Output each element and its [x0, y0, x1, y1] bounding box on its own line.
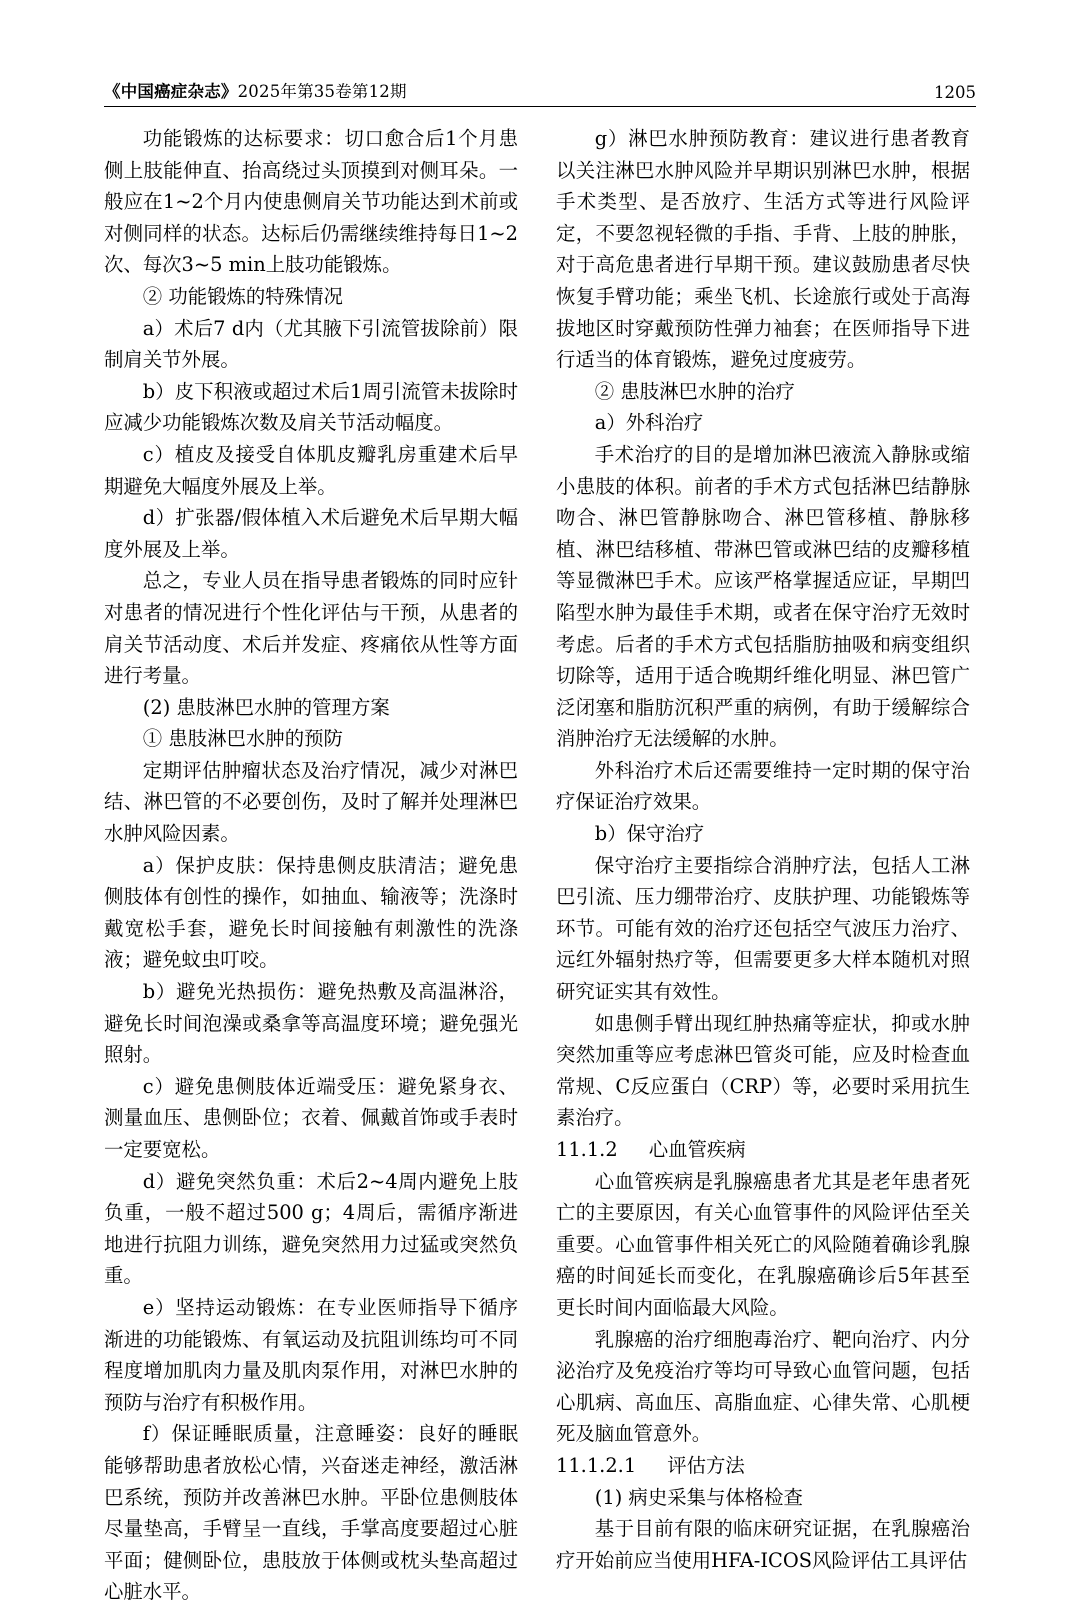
section-title: 心血管疾病 — [648, 1138, 746, 1161]
paragraph: b）皮下积液或超过术后1周引流管未拔除时应减少功能锻炼次数及肩关节活动幅度。 — [104, 379, 518, 435]
paragraph: g）淋巴水肿预防教育：建议进行患者教育以关注淋巴水肿风险并早期识别淋巴水肿，根据手术类型、是否放疗、生活方式等进行风险评定，不要忽视轻微的手指、手背、上肢的肿胀，对于高危患者进行早期干预。建议鼓励患者尽快恢复手臂功能；乘坐飞机、长途旅行或处于高海拔地区时穿戴预防性弹力袖套；在医师指导下进行适当的体育锻炼，避免过度疲劳。 — [556, 127, 970, 372]
paragraph: e）坚持运动锻炼：在专业医师指导下循序渐进的功能锻炼、有氧运动及抗阻训练均可不同程度增加肌肉力量及肌肉泵作用，对淋巴水肿的预防与治疗有积极作用。 — [104, 1295, 518, 1414]
paragraph: ① 患肢淋巴水肿的预防 — [142, 727, 343, 751]
paragraph: 基于目前有限的临床研究证据，在乳腺癌治疗开始前应当使用HFA-ICOS风险评估工具评估 — [556, 1517, 970, 1572]
paragraph: ② 患肢淋巴水肿的治疗 — [594, 379, 795, 403]
paragraph: ② 功能锻炼的特殊情况 — [142, 284, 343, 308]
paragraph: a）保护皮肤：保持患侧皮肤清洁；避免患侧肢体有创性的操作，如抽血、输液等；洗涤时戴宽松手套，避免长时间接触有刺激性的洗涤液；避免蚊虫叮咬。 — [104, 853, 518, 972]
paragraph: c）植皮及接受自体肌皮瓣乳房重建术后早期避免大幅度外展及上举。 — [104, 442, 518, 498]
right-column — [556, 123, 970, 1576]
section-heading — [556, 1134, 970, 1166]
left-column — [104, 123, 518, 1608]
paragraph: d）避免突然负重：术后2~4周内避免上肢负重，一般不超过500 g；4周后，需循序渐进地进行抗阻力训练，避免突然用力过猛或突然负重。 — [104, 1169, 518, 1288]
section-number: 11.1.2.1 — [556, 1453, 637, 1477]
paragraph: d）扩张器/假体植入术后避免术后早期大幅度外展及上举。 — [104, 506, 518, 561]
paragraph: c）避免患侧肢体近端受压：避免紧身衣、测量血压、患侧卧位；衣着、佩戴首饰或手表时一定要宽松。 — [104, 1074, 518, 1161]
paragraph: 乳腺癌的治疗细胞毒治疗、靶向治疗、内分泌治疗及免疫治疗等均可导致心血管问题，包括心肌病、高血压、高脂血症、心律失常、心肌梗死及脑血管意外。 — [556, 1327, 970, 1446]
paragraph: b）保守治疗 — [594, 822, 705, 846]
issue-info: 2025年第35卷第12期 — [237, 82, 407, 101]
paragraph: 心血管疾病是乳腺癌患者尤其是老年患者死亡的主要原因，有关心血管事件的风险评估至关重要。心血管事件相关死亡的风险随着确诊乳腺癌的时间延长而变化，在乳腺癌确诊后5年甚至更长时间内面临最大风险。 — [556, 1169, 970, 1319]
paragraph: 手术治疗的目的是增加淋巴液流入静脉或缩小患肢的体积。前者的手术方式包括淋巴结静脉吻合、淋巴管静脉吻合、淋巴管移植、静脉移植、淋巴结移植、带淋巴管或淋巴结的皮瓣移植等显微淋巴手术。应该严格掌握适应证，早期凹陷型水肿为最佳手术期，或者在保守治疗无效时考虑。后者的手术方式包括脂肪抽吸和病变组织切除等，适用于适合晚期纤维化明显、淋巴管广泛闭塞和脂肪沉积严重的病例，有助于缓解综合消肿治疗无法缓解的水肿。 — [556, 442, 970, 751]
paragraph: 总之，专业人员在指导患者锻炼的同时应针对患者的情况进行个性化评估与干预，从患者的肩关节活动度、术后并发症、疼痛依从性等方面进行考量。 — [104, 569, 518, 688]
paragraph: 定期评估肿瘤状态及治疗情况，减少对淋巴结、淋巴管的不必要创伤，及时了解并处理淋巴水肿风险因素。 — [104, 758, 518, 846]
paragraph: 如患侧手臂出现红肿热痛等症状，抑或水肿突然加重等应考虑淋巴管炎可能，应及时检查血常规、C反应蛋白（CRP）等，必要时采用抗生素治疗。 — [556, 1011, 970, 1130]
section-number: 11.1.2 — [556, 1138, 618, 1161]
paragraph: 功能锻炼的达标要求：切口愈合后1个月患侧上肢能伸直、抬高绕过头顶摸到对侧耳朵。一般应在1~2个月内使患侧肩关节功能达到术前或对侧同样的状态。达标后仍需继续维持每日1~2次、每次3~5 min上肢功能锻炼。 — [104, 127, 518, 277]
paragraph: a）术后7 d内（尤其腋下引流管拔除前）限制肩关节外展。 — [104, 316, 518, 372]
running-head-left — [104, 78, 407, 102]
section-title: 评估方法 — [667, 1453, 745, 1477]
paragraph: (2) 患肢淋巴水肿的管理方案 — [142, 695, 390, 719]
paragraph: 保守治疗主要指综合消肿疗法，包括人工淋巴引流、压力绷带治疗、皮肤护理、功能锻炼等环节。可能有效的治疗还包括空气波压力治疗、远红外辐射热疗等，但需要更多大样本随机对照研究证实其有效性。 — [556, 853, 970, 1004]
journal-title: 《中国癌症杂志》 — [104, 82, 238, 101]
paragraph: 外科治疗术后还需要维持一定时期的保守治疗保证治疗效果。 — [556, 758, 970, 814]
paragraph: f）保证睡眠质量，注意睡姿：良好的睡眠能够帮助患者放松心情，兴奋迷走神经，激活淋巴系统，预防并改善淋巴水肿。平卧位患侧肢体尽量垫高，手臂呈一直线，手掌高度要超过心脏平面；健侧卧位，患肢放于体侧或枕头垫高超过心脏水平。 — [104, 1422, 518, 1604]
page-number: 1205 — [934, 83, 976, 102]
body-columns — [104, 123, 976, 1608]
section-heading — [556, 1450, 970, 1482]
paragraph: b）避免光热损伤：避免热敷及高温淋浴，避免长时间泡澡或桑拿等高温度环境；避免强光照射。 — [104, 980, 518, 1067]
running-head — [104, 78, 976, 107]
paragraph: (1) 病史采集与体格检查 — [594, 1485, 803, 1509]
paragraph: a）外科治疗 — [594, 411, 704, 435]
